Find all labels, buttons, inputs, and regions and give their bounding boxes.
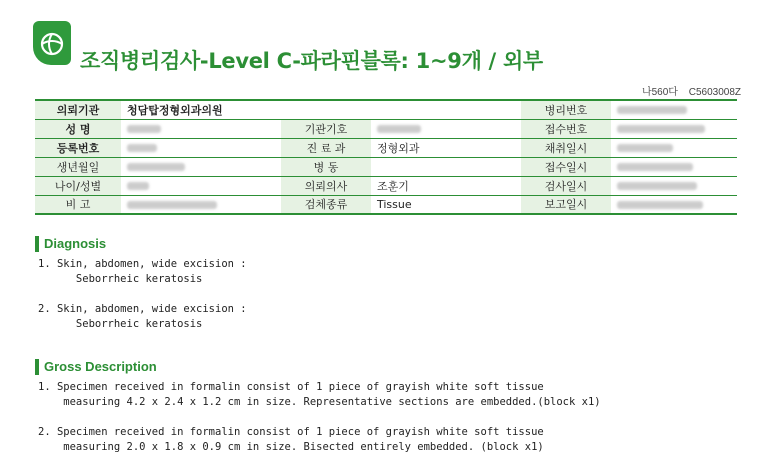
- info-row: [35, 100, 737, 119]
- field-label: 생년월일: [35, 157, 121, 176]
- report-title: 조직병리검사-Level C-파라핀블록: 1~9개 / 외부: [80, 49, 543, 73]
- redaction-blur: [377, 125, 421, 133]
- redacted-value: [371, 119, 521, 138]
- field-label: 진 료 과: [281, 138, 371, 157]
- redaction-blur: [617, 182, 697, 190]
- field-value: [371, 157, 521, 176]
- gross-description-heading: Gross Description: [35, 359, 157, 375]
- code-left: 나560다: [641, 87, 678, 98]
- redacted-value: [121, 138, 281, 157]
- field-label: 병리번호: [521, 100, 611, 119]
- redacted-value: [121, 195, 281, 214]
- redacted-value: [611, 119, 737, 138]
- redaction-blur: [617, 106, 687, 114]
- diagnosis-text: 1. Skin, abdomen, wide excision : Seborrheic keratosis 2. Skin, abdomen, wide excision : Seborrheic keratosis: [38, 258, 247, 330]
- gross-description-text: 1. Specimen received in formalin consist of 1 piece of grayish white soft tissue measuring 4.2 x 2.4 x 1.2 cm in size. Representative sections are embedded.(block x1) 2. Specimen received in formalin consist of 1 piece of grayish white soft tissue measuring 2.0 x 1.8 x 0.9 cm in size. Bisected entirely embedded. (block x1): [38, 381, 601, 453]
- field-value: Tissue: [371, 195, 521, 214]
- redacted-value: [611, 157, 737, 176]
- field-label: 비 고: [35, 195, 121, 214]
- redacted-value: [121, 157, 281, 176]
- field-label: 나이/성별: [35, 176, 121, 195]
- redaction-blur: [127, 182, 149, 190]
- redaction-blur: [127, 125, 161, 133]
- report-codes: [642, 83, 741, 98]
- field-value: 정형외과: [371, 138, 521, 157]
- field-label: 검사일시: [521, 176, 611, 195]
- redacted-value: [611, 176, 737, 195]
- redacted-value: [611, 100, 737, 119]
- field-label: 의뢰의사: [281, 176, 371, 195]
- redaction-blur: [617, 201, 703, 209]
- field-value: 청담탑정형외과의원: [121, 100, 521, 119]
- field-label: 보고일시: [521, 195, 611, 214]
- redaction-blur: [617, 125, 705, 133]
- field-label: 병 동: [281, 157, 371, 176]
- redacted-value: [611, 195, 737, 214]
- redaction-blur: [127, 201, 217, 209]
- code-right: C5603008Z: [688, 87, 741, 98]
- field-label: 접수일시: [521, 157, 611, 176]
- field-label: 성 명: [35, 119, 121, 138]
- info-row: [35, 195, 737, 214]
- redaction-blur: [617, 144, 673, 152]
- redaction-blur: [127, 163, 185, 171]
- field-label: 의뢰기관: [35, 100, 121, 119]
- clinic-logo-icon: [33, 21, 71, 65]
- info-row: [35, 119, 737, 138]
- field-label: 등록번호: [35, 138, 121, 157]
- redaction-blur: [127, 144, 157, 152]
- field-label: 검체종류: [281, 195, 371, 214]
- field-label: 기관기호: [281, 119, 371, 138]
- redacted-value: [121, 119, 281, 138]
- patient-info-table: [35, 99, 737, 215]
- redacted-value: [121, 176, 281, 195]
- info-row: [35, 176, 737, 195]
- field-value: 조훈기: [371, 176, 521, 195]
- field-label: 채취일시: [521, 138, 611, 157]
- field-label: 접수번호: [521, 119, 611, 138]
- redacted-value: [611, 138, 737, 157]
- redaction-blur: [617, 163, 693, 171]
- info-row: [35, 157, 737, 176]
- diagnosis-heading: Diagnosis: [35, 236, 106, 252]
- info-row: [35, 138, 737, 157]
